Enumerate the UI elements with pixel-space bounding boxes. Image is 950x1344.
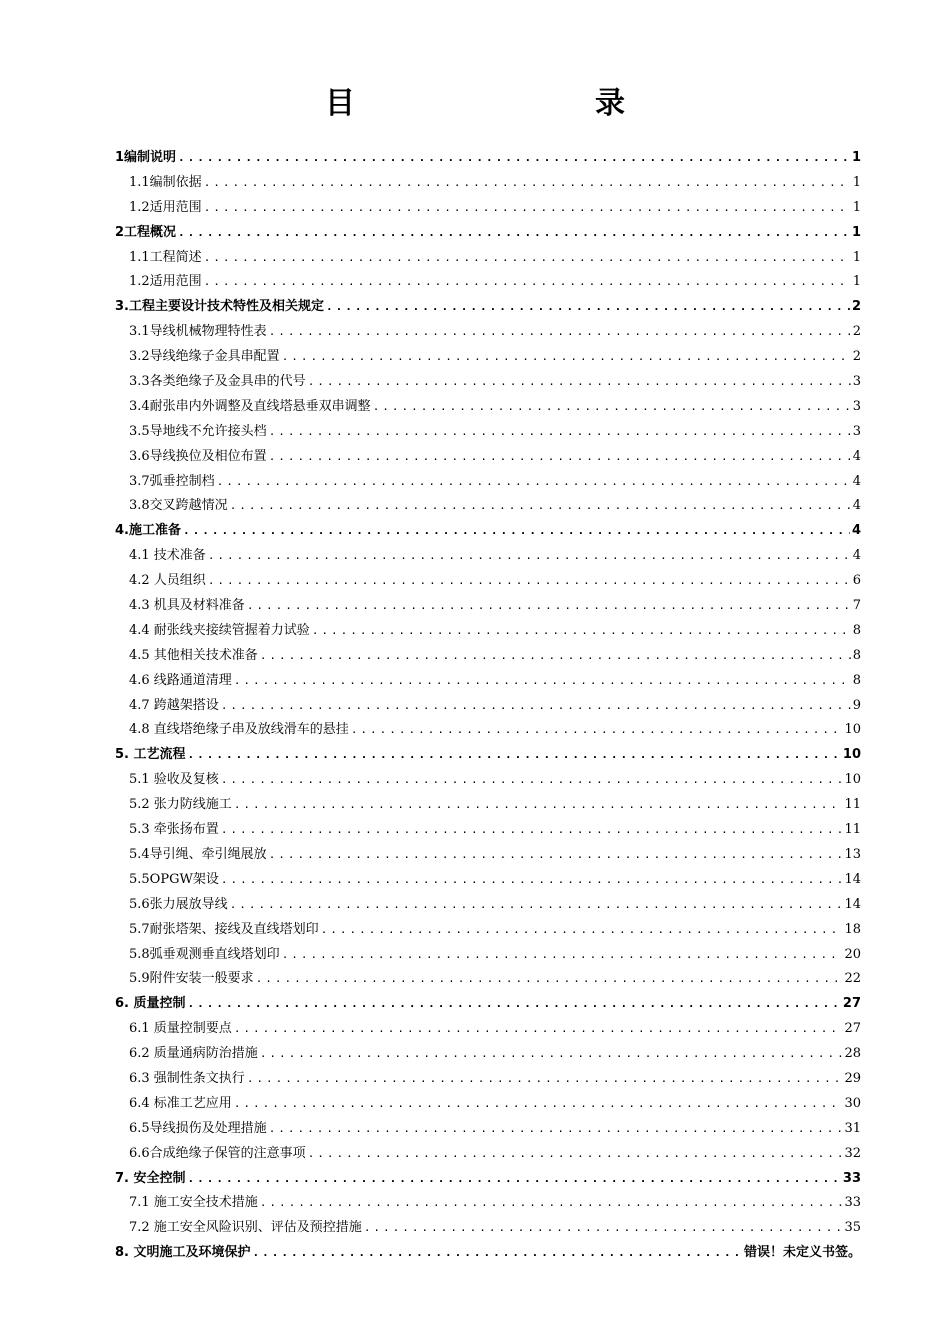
toc-page-number: 1 bbox=[852, 174, 861, 190]
toc-heading-entry[interactable] bbox=[115, 743, 861, 768]
toc-entry-label: 5.2 张力防线施工 bbox=[129, 797, 232, 813]
toc-page-number: 20 bbox=[844, 946, 861, 962]
toc-dot-leader bbox=[234, 1017, 843, 1042]
toc-dot-leader bbox=[188, 743, 841, 768]
toc-subentry[interactable] bbox=[115, 843, 861, 868]
toc-dot-leader bbox=[282, 943, 843, 968]
toc-subentry[interactable] bbox=[115, 171, 861, 196]
toc-entry-label: 3.2导线绝缘子金具串配置 bbox=[129, 349, 280, 365]
toc-page-number: 11 bbox=[844, 797, 861, 813]
toc-entry-label: 3.工程主要设计技术特性及相关规定 bbox=[115, 299, 324, 315]
toc-page-number: 8 bbox=[852, 622, 861, 638]
toc-dot-leader bbox=[351, 718, 843, 743]
toc-entry-label: 3.5导地线不允许接头档 bbox=[129, 423, 267, 439]
toc-dot-leader bbox=[256, 967, 843, 992]
toc-dot-leader bbox=[188, 1167, 841, 1192]
toc-page-number: 27 bbox=[844, 1021, 861, 1037]
toc-dot-leader bbox=[221, 868, 843, 893]
toc-dot-leader bbox=[269, 1117, 843, 1142]
toc-entry-label: 6. 质量控制 bbox=[115, 996, 186, 1012]
toc-heading-entry[interactable] bbox=[115, 146, 861, 171]
toc-page-number: 4 bbox=[852, 473, 861, 489]
toc-subentry[interactable] bbox=[115, 594, 861, 619]
toc-entry-label: 4.8 直线塔绝缘子串及放线滑车的悬挂 bbox=[129, 722, 349, 738]
toc-entry-label: 3.4耐张串内外调整及直线塔悬垂双串调整 bbox=[129, 398, 371, 414]
toc-subentry[interactable] bbox=[115, 445, 861, 470]
toc-dot-leader bbox=[326, 295, 850, 320]
toc-entry-label: 5.3 牵张扬布置 bbox=[129, 822, 219, 838]
toc-page-number: 4 bbox=[852, 448, 861, 464]
toc-page-number: 9 bbox=[852, 697, 861, 713]
toc-dot-leader bbox=[188, 992, 841, 1017]
toc-entry-label: 4.1 技术准备 bbox=[129, 548, 206, 564]
toc-entry-label: 6.6合成绝缘子保管的注意事项 bbox=[129, 1145, 306, 1161]
toc-page-number: 33 bbox=[844, 1195, 861, 1211]
toc-subentry[interactable] bbox=[115, 395, 861, 420]
toc-page-number: 11 bbox=[844, 822, 861, 838]
toc-subentry[interactable] bbox=[115, 420, 861, 445]
toc-subentry[interactable] bbox=[115, 818, 861, 843]
toc-subentry[interactable] bbox=[115, 246, 861, 271]
toc-page-number: 1 bbox=[852, 274, 861, 290]
toc-dot-leader bbox=[204, 246, 851, 271]
toc-dot-leader bbox=[260, 1191, 843, 1216]
toc-subentry[interactable] bbox=[115, 569, 861, 594]
toc-entry-label: 7.1 施工安全技术措施 bbox=[129, 1195, 258, 1211]
toc-page-number: 14 bbox=[844, 896, 861, 912]
toc-subentry[interactable] bbox=[115, 669, 861, 694]
toc-page-number: 13 bbox=[844, 846, 861, 862]
toc-subentry[interactable] bbox=[115, 544, 861, 569]
toc-entry-label: 4.施工准备 bbox=[115, 523, 181, 539]
toc-entry-label: 3.8交叉跨越情况 bbox=[129, 498, 228, 514]
toc-dot-leader bbox=[221, 694, 851, 719]
toc-entry-label: 8. 文明施工及环境保护 bbox=[115, 1245, 251, 1261]
toc-subentry[interactable] bbox=[115, 270, 861, 295]
toc-page-number: 33 bbox=[842, 1170, 861, 1186]
toc-dot-leader bbox=[321, 918, 843, 943]
toc-entry-label: 4.3 机具及材料准备 bbox=[129, 598, 245, 614]
toc-subentry[interactable] bbox=[115, 370, 861, 395]
toc-entry-label: 4.2 人员组织 bbox=[129, 573, 206, 589]
toc-entry-label: 4.7 跨越架搭设 bbox=[129, 697, 219, 713]
toc-page-number: 8 bbox=[852, 672, 861, 688]
toc-heading-entry[interactable] bbox=[115, 1241, 861, 1266]
toc-page-number: 3 bbox=[852, 398, 861, 414]
toc-page-number: 14 bbox=[844, 871, 861, 887]
toc-subentry[interactable] bbox=[115, 768, 861, 793]
toc-dot-leader bbox=[260, 644, 851, 669]
toc-entry-label: 5.8弧垂观测垂直线塔划印 bbox=[129, 946, 280, 962]
toc-entry-label: 6.4 标准工艺应用 bbox=[129, 1095, 232, 1111]
toc-dot-leader bbox=[221, 818, 843, 843]
toc-entry-label: 1.2适用范围 bbox=[129, 274, 202, 290]
toc-dot-leader bbox=[178, 146, 850, 171]
toc-entry-label: 5. 工艺流程 bbox=[115, 747, 186, 763]
toc-page-number: 4 bbox=[852, 548, 861, 564]
toc-entry-label: 5.1 验收及复核 bbox=[129, 772, 219, 788]
toc-dot-leader bbox=[247, 1067, 843, 1092]
toc-dot-leader bbox=[364, 1216, 843, 1241]
toc-subentry[interactable] bbox=[115, 1092, 861, 1117]
toc-dot-leader bbox=[282, 345, 851, 370]
toc-subentry[interactable] bbox=[115, 619, 861, 644]
toc-dot-leader bbox=[208, 569, 851, 594]
toc-entry-label: 3.7弧垂控制档 bbox=[129, 473, 215, 489]
toc-entry-label: 1编制说明 bbox=[115, 150, 177, 165]
toc-subentry[interactable] bbox=[115, 1042, 861, 1067]
toc-dot-leader bbox=[269, 445, 851, 470]
toc-dot-leader bbox=[253, 1241, 742, 1266]
toc-page-number: 30 bbox=[844, 1095, 861, 1111]
toc-dot-leader bbox=[178, 221, 850, 246]
toc-subentry[interactable] bbox=[115, 893, 861, 918]
toc-dot-leader bbox=[183, 519, 850, 544]
toc-page-number: 10 bbox=[842, 747, 861, 763]
toc-page-number: 18 bbox=[844, 921, 861, 937]
toc-entry-label: 1.1编制依据 bbox=[129, 174, 202, 190]
toc-page-number: 2 bbox=[851, 299, 861, 315]
toc-subentry[interactable] bbox=[115, 1067, 861, 1092]
toc-page-number: 3 bbox=[852, 374, 861, 390]
toc-page-number: 28 bbox=[844, 1046, 861, 1062]
toc-dot-leader bbox=[221, 768, 843, 793]
toc-dot-leader bbox=[234, 1092, 843, 1117]
toc-subentry[interactable] bbox=[115, 494, 861, 519]
toc-entry-label: 6.1 质量控制要点 bbox=[129, 1021, 232, 1037]
toc-entry-label: 4.4 耐张线夹接续管握着力试验 bbox=[129, 622, 310, 638]
toc-dot-leader bbox=[308, 370, 851, 395]
toc-page-number: 31 bbox=[844, 1120, 861, 1136]
toc-entry-label: 5.6张力展放导线 bbox=[129, 896, 228, 912]
toc-subentry[interactable] bbox=[115, 470, 861, 495]
toc-dot-leader bbox=[247, 594, 851, 619]
toc-subentry[interactable] bbox=[115, 1216, 861, 1241]
toc-subentry[interactable] bbox=[115, 868, 861, 893]
toc-entry-label: 4.6 线路通道清理 bbox=[129, 672, 232, 688]
toc-subentry[interactable] bbox=[115, 718, 861, 743]
toc-page-number: 1 bbox=[852, 249, 861, 265]
toc-page-number: 35 bbox=[844, 1220, 861, 1236]
toc-entry-label: 6.5导线损伤及处理措施 bbox=[129, 1120, 267, 1136]
toc-subentry[interactable] bbox=[115, 1017, 861, 1042]
toc-dot-leader bbox=[312, 619, 851, 644]
toc-subentry[interactable] bbox=[115, 943, 861, 968]
toc-subentry[interactable] bbox=[115, 345, 861, 370]
toc-dot-leader bbox=[308, 1142, 843, 1167]
toc-dot-leader bbox=[269, 320, 851, 345]
toc-page-number: 7 bbox=[852, 598, 861, 614]
toc-page-number: 2 bbox=[852, 324, 861, 340]
toc-page-number: 4 bbox=[851, 523, 861, 539]
toc-page-number: 1 bbox=[851, 150, 861, 165]
toc-dot-leader bbox=[217, 470, 851, 495]
toc-page-number: 32 bbox=[844, 1145, 861, 1161]
toc-subentry[interactable] bbox=[115, 1117, 861, 1142]
toc-dot-leader bbox=[234, 793, 843, 818]
toc-dot-leader bbox=[230, 494, 851, 519]
toc-entry-label: 3.1导线机械物理特性表 bbox=[129, 324, 267, 340]
toc-entry-label: 6.2 质量通病防治措施 bbox=[129, 1046, 258, 1062]
toc-page-number: 4 bbox=[852, 498, 861, 514]
toc-dot-leader bbox=[204, 171, 851, 196]
toc-dot-leader bbox=[204, 270, 851, 295]
toc-entry-label: 2工程概况 bbox=[115, 224, 177, 240]
toc-entry-label: 6.3 强制性条文执行 bbox=[129, 1070, 245, 1086]
toc-dot-leader bbox=[260, 1042, 843, 1067]
toc-page-number: 3 bbox=[852, 423, 861, 439]
toc-page-number: 10 bbox=[844, 772, 861, 788]
toc-heading-entry[interactable] bbox=[115, 295, 861, 320]
toc-heading-entry[interactable] bbox=[115, 992, 861, 1017]
toc-dot-leader bbox=[204, 196, 851, 221]
toc-page-number: 10 bbox=[844, 722, 861, 738]
toc-subentry[interactable] bbox=[115, 196, 861, 221]
toc-subentry[interactable] bbox=[115, 1142, 861, 1167]
toc-subentry[interactable] bbox=[115, 1191, 861, 1216]
toc-entry-label: 7. 安全控制 bbox=[115, 1170, 186, 1186]
toc-page-number: 8 bbox=[852, 647, 861, 663]
toc-page-number: 6 bbox=[852, 573, 861, 589]
toc-entry-label: 5.4导引绳、牵引绳展放 bbox=[129, 846, 267, 862]
toc-entry-label: 3.3各类绝缘子及金具串的代号 bbox=[129, 374, 306, 390]
table-of-contents bbox=[115, 146, 861, 1266]
toc-page-number: 27 bbox=[842, 996, 861, 1012]
toc-subentry[interactable] bbox=[115, 918, 861, 943]
toc-entry-label: 5.5OPGW架设 bbox=[129, 871, 219, 887]
toc-dot-leader bbox=[208, 544, 851, 569]
toc-subentry[interactable] bbox=[115, 320, 861, 345]
toc-dot-leader bbox=[234, 669, 851, 694]
toc-dot-leader bbox=[373, 395, 851, 420]
toc-entry-label: 3.6导线换位及相位布置 bbox=[129, 448, 267, 464]
toc-page-number: 1 bbox=[852, 199, 861, 215]
toc-page-number: 1 bbox=[851, 224, 861, 240]
toc-subentry[interactable] bbox=[115, 694, 861, 719]
toc-entry-label: 5.9附件安装一般要求 bbox=[129, 971, 254, 987]
toc-page-number: 22 bbox=[844, 971, 861, 987]
toc-entry-label: 1.2适用范围 bbox=[129, 199, 202, 215]
toc-heading-entry[interactable] bbox=[115, 1167, 861, 1192]
toc-page-number: 2 bbox=[852, 349, 861, 365]
toc-entry-label: 4.5 其他相关技术准备 bbox=[129, 647, 258, 663]
toc-page-number: 29 bbox=[844, 1070, 861, 1086]
toc-dot-leader bbox=[269, 420, 851, 445]
toc-entry-label: 5.7耐张塔架、接线及直线塔划印 bbox=[129, 921, 319, 937]
toc-dot-leader bbox=[230, 893, 843, 918]
toc-dot-leader bbox=[269, 843, 843, 868]
toc-subentry[interactable] bbox=[115, 793, 861, 818]
toc-page-number: 错误！未定义书签。 bbox=[743, 1245, 861, 1261]
toc-subentry[interactable] bbox=[115, 967, 861, 992]
toc-heading-entry[interactable] bbox=[115, 221, 861, 246]
toc-heading-entry[interactable] bbox=[115, 519, 861, 544]
page-title: 目 录 bbox=[325, 86, 685, 121]
toc-entry-label: 1.1工程简述 bbox=[129, 249, 202, 265]
toc-subentry[interactable] bbox=[115, 644, 861, 669]
toc-entry-label: 7.2 施工安全风险识别、评估及预控措施 bbox=[129, 1220, 362, 1236]
